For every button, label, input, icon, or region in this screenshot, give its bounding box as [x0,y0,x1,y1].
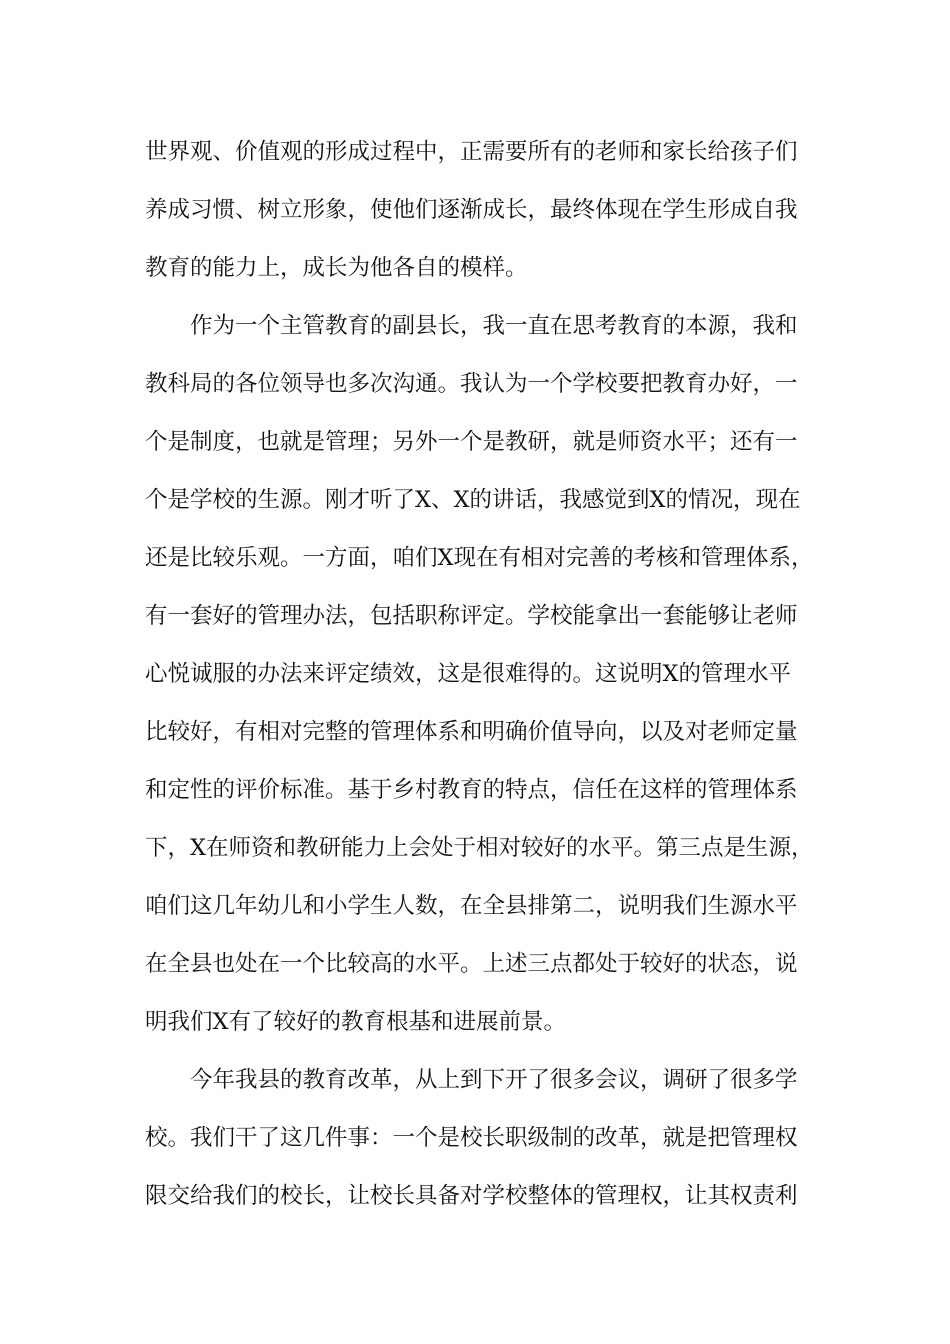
text-line: 和定性的评价标准。基于乡村教育的特点，信任在这样的管理体系 [145,777,798,803]
text-line: 下，X在师资和教研能力上会处于相对较好的水平。第三点是生源， [145,835,814,861]
text-line: 还是比较乐观。一方面，咱们X现在有相对完善的考核和管理体系， [145,545,814,571]
text-line: 个是制度，也就是管理；另外一个是教研，就是师资水平；还有一 [145,429,798,455]
text-line: 教科局的各位领导也多次沟通。我认为一个学校要把教育办好，一 [145,371,798,397]
text-line: 咱们这几年幼儿和小学生人数，在全县排第二，说明我们生源水平 [145,893,798,919]
text-line: 养成习惯、树立形象，使他们逐渐成长，最终体现在学生形成自我 [145,197,798,223]
text-line: 有一套好的管理办法，包括职称评定。学校能拿出一套能够让老师 [145,603,798,629]
text-line: 在全县也处在一个比较高的水平。上述三点都处于较好的状态，说 [145,951,798,977]
text-line: 校。我们干了这几件事：一个是校长职级制的改革，就是把管理权 [145,1125,798,1151]
text-line: 限交给我们的校长，让校长具备对学校整体的管理权，让其权责利 [145,1183,798,1209]
text-line: 世界观、价值观的形成过程中，正需要所有的老师和家长给孩子们 [145,139,798,165]
text-line: 个是学校的生源。刚才听了X、X的讲话，我感觉到X的情况，现在 [145,487,801,513]
text-line: 教育的能力上，成长为他各自的模样。 [145,255,528,281]
text-line: 明我们X有了较好的教育根基和进展前景。 [145,1009,567,1035]
text-line: 心悦诚服的办法来评定绩效，这是很难得的。这说明X的管理水平 [145,661,792,687]
paragraph-start-line: 今年我县的教育改革，从上到下开了很多会议，调研了很多学 [190,1067,798,1093]
text-line: 比较好，有相对完整的管理体系和明确价值导向，以及对老师定量 [145,719,798,745]
paragraph-start-line: 作为一个主管教育的副县长，我一直在思考教育的本源，我和 [190,313,798,339]
